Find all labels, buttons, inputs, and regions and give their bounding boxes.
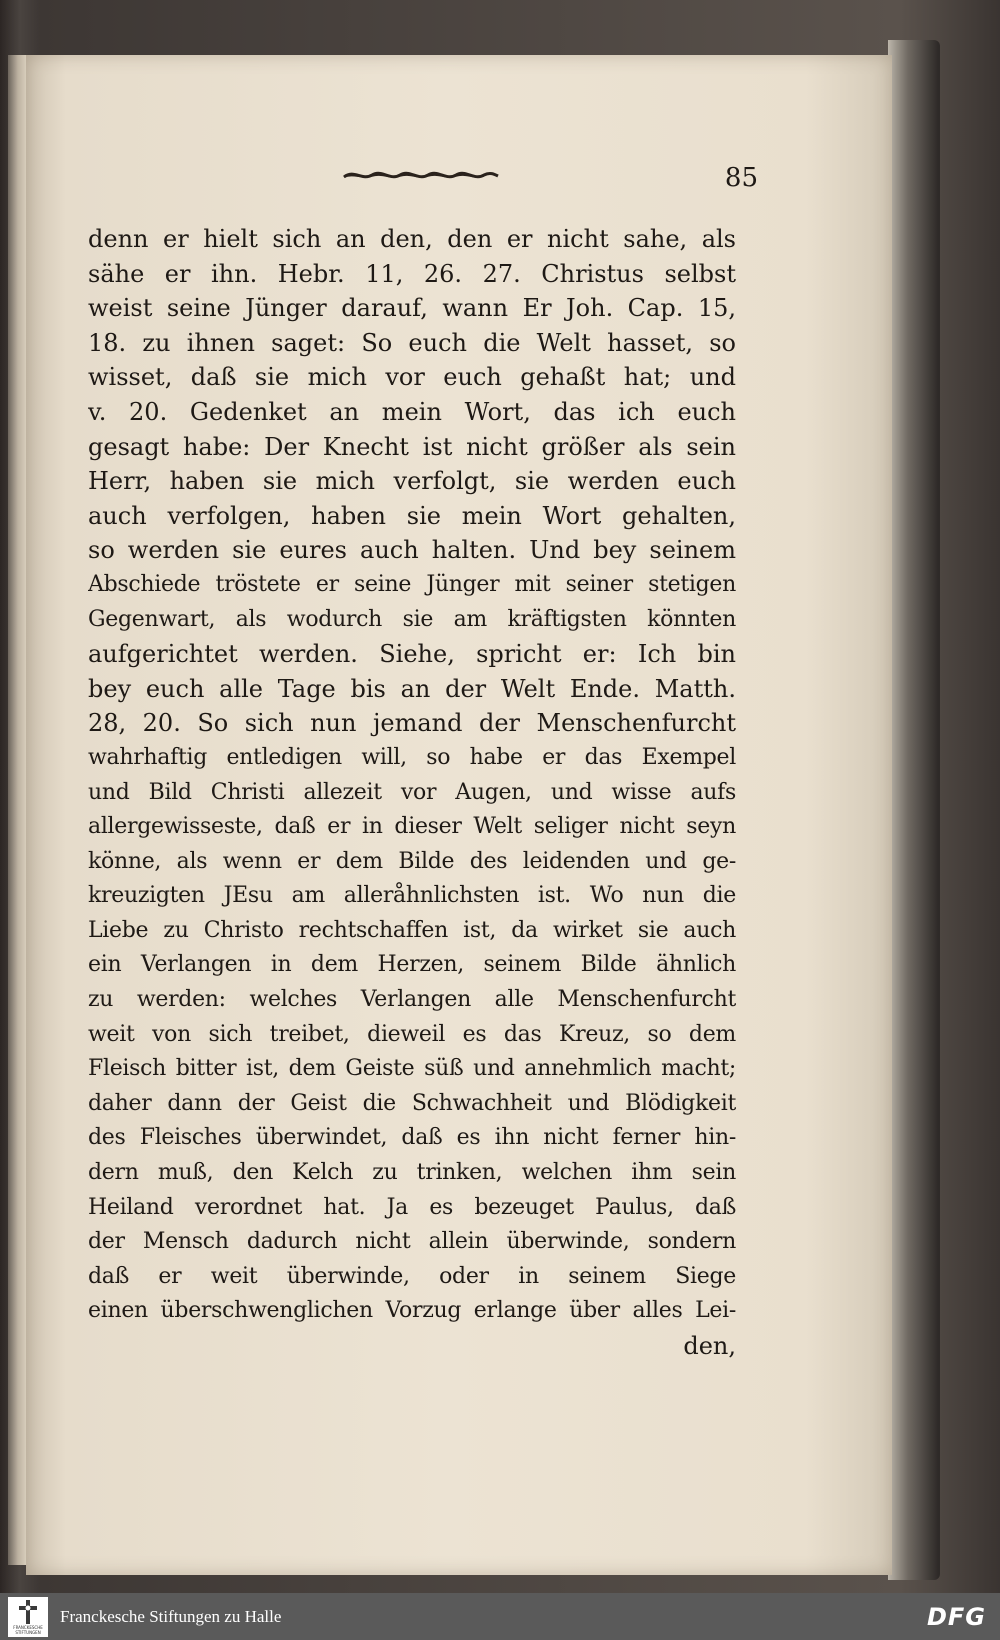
text-line: weist seine Jünger darauf, wann Er Joh. Cap. 15, (88, 294, 736, 323)
text-line: könne, als wenn er dem Bilde des leidenden und ge- (88, 848, 736, 874)
text-line: der Mensch dadurch nicht allein überwinde, sondern (88, 1229, 736, 1255)
viewer-footer (0, 1593, 1000, 1640)
text-line: Fleisch bitter ist, dem Geiste süß und annehmlich macht; (88, 1056, 736, 1082)
institution-emblem-icon (17, 1599, 39, 1625)
institution-name: Franckesche Stiftungen zu Halle (60, 1606, 282, 1626)
text-line: kreuzigten JEsu am alleråhnlichsten ist. Wo nun die (88, 883, 736, 909)
text-line: Herr, haben sie mich verfolgt, sie werden euch (88, 467, 736, 496)
text-line: denn er hielt sich an den, den er nicht sahe, als (88, 225, 736, 253)
text-line: allergewisseste, daß er in dieser Welt seliger nicht seyn (88, 814, 736, 840)
catchword: den, (683, 1332, 736, 1360)
text-line: des Fleisches überwindet, daß es ihn nicht ferner hin- (88, 1125, 736, 1151)
logo-caption: STIFTUNGEN (15, 1629, 41, 1635)
text-line: sähe er ihn. Hebr. 11, 26. 27. Christus selbst (88, 259, 736, 288)
page-text (88, 222, 736, 1364)
text-line: daher dann der Geist die Schwachheit und Blödigkeit (88, 1090, 736, 1116)
text-line: wisset, daß sie mich vor euch gehaßt hat; und (88, 363, 736, 392)
institution-logo[interactable] (8, 1597, 48, 1637)
text-line: zu werden: welches Verlangen alle Menschenfurcht (88, 987, 736, 1013)
text-line: auch verfolgen, haben sie mein Wort gehalten, (88, 501, 736, 530)
text-line: Abschiede tröstete er seine Jünger mit seiner stetigen (88, 571, 736, 597)
page-number: 85 (724, 163, 758, 193)
text-line: einen überschwenglichen Vorzug erlange über alles Lei- (88, 1298, 736, 1324)
text-line: dern muß, den Kelch zu trinken, welchen ihm sein (88, 1160, 736, 1186)
text-line: wahrhaftig entledigen will, so habe er das Exempel (88, 744, 736, 770)
book-spine-edge (8, 55, 26, 1565)
text-line: ein Verlangen in dem Herzen, seinem Bilde ähnlich (88, 952, 736, 978)
dfg-logo[interactable]: DFG (926, 1603, 986, 1631)
logo-caption: FRANCKESCHE (13, 1624, 43, 1630)
text-line: gesagt habe: Der Knecht ist nicht größer als sein (88, 432, 736, 461)
header-ornament (340, 165, 500, 185)
text-line: 18. zu ihnen saget: So euch die Welt hasset, so (88, 328, 736, 357)
text-line: 28, 20. So sich nun jemand der Menschenfurcht (88, 709, 736, 738)
book-cover-edge (888, 40, 940, 1580)
text-line: weit von sich treibet, dieweil es das Kreuz, so dem (88, 1021, 736, 1047)
text-line: Liebe zu Christo rechtschaffen ist, da wirket sie auch (88, 917, 736, 943)
text-line: aufgerichtet werden. Siehe, spricht er: Ich bin (88, 640, 736, 669)
text-line: v. 20. Gedenket an mein Wort, das ich euch (88, 397, 736, 426)
text-line: bey euch alle Tage bis an der Welt Ende. Matth. (88, 674, 736, 703)
text-line: daß er weit überwinde, oder in seinem Siege (88, 1263, 736, 1289)
text-line: und Bild Christi allezeit vor Augen, und wisse aufs (88, 779, 736, 805)
text-line: Heiland verordnet hat. Ja es bezeuget Paulus, daß (88, 1194, 736, 1220)
text-line: Gegenwart, als wodurch sie am kräftigsten könnten (88, 606, 736, 632)
text-line: so werden sie eures auch halten. Und bey seinem (88, 536, 736, 565)
